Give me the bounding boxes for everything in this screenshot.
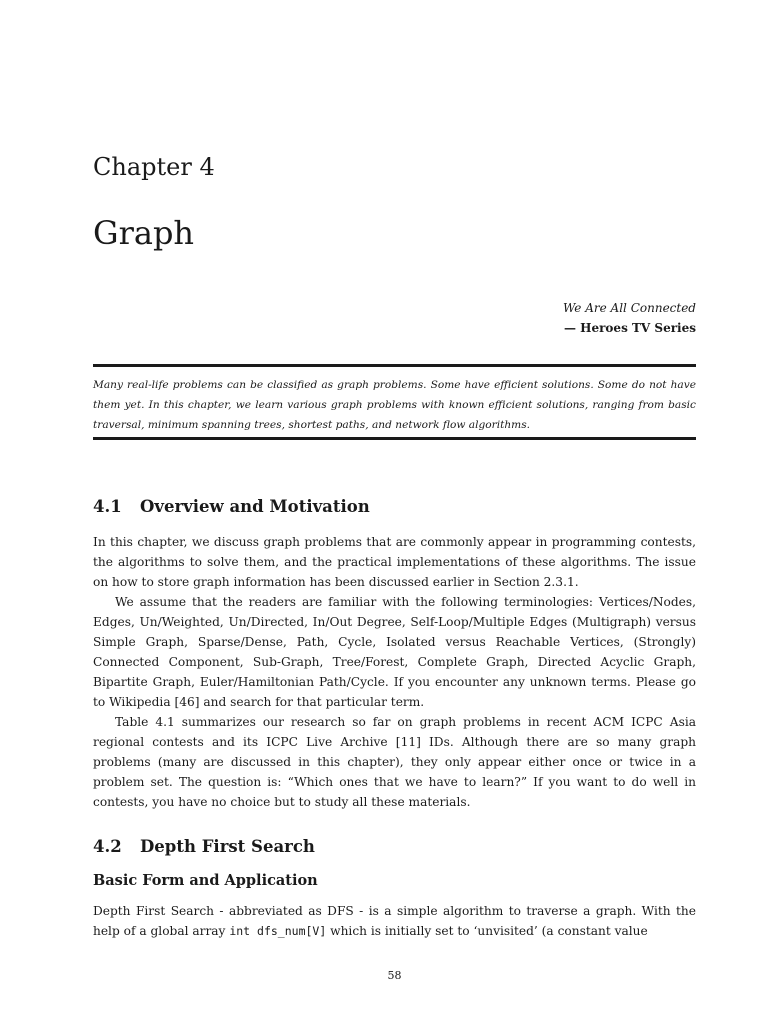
epigraph-source: — Heroes TV Series bbox=[563, 321, 696, 335]
paragraph-dfs-intro bbox=[93, 901, 696, 941]
paragraph-terminology: We assume that the readers are familiar with the following terminologies: Vertices/Nodes, Edges, Un/Weighted, Un/Directed, In/Out Degree, Self-Loop/Multiple Edges (Multigraph) versus Simple Graph, Sparse/Dense, Path, Cycle, Isolated versus Reachable Vertices, (Strongly) Connected Component, Sub-Graph, Tree/Forest, Complete Graph, Directed Acyclic Graph, Bipartite Graph, Euler/Hamiltonian Path/Cycle. If you encounter any unknown terms. Please go to Wikipedia [46] and search for that particular term. bbox=[93, 595, 696, 709]
epigraph bbox=[563, 298, 696, 338]
page-number: 58 bbox=[387, 969, 402, 982]
chapter-abstract-box bbox=[93, 364, 696, 440]
paragraph-table-summary: Table 4.1 summarizes our research so far on graph problems in recent ACM ICPC Asia regional contests and its ICPC Live Archive [11] IDs. Although there are so many graph problems (many are discussed in this chapter), they only appear either once or twice in a problem set. The question is: “Which ones that we have to learn?” If you want to do well in contests, you have no choice but to study all these materials. bbox=[93, 715, 696, 809]
section-number: 4.2 bbox=[93, 837, 122, 856]
document-page bbox=[93, 0, 696, 1024]
paragraph-text: Depth First Search - abbreviated as DFS - is a simple algorithm to traverse a graph. With the help of a global array bbox=[93, 904, 696, 938]
section-heading-dfs bbox=[93, 836, 315, 858]
section-title: Overview and Motivation bbox=[140, 497, 370, 516]
epigraph-quote: We Are All Connected bbox=[562, 301, 696, 315]
section-number: 4.1 bbox=[93, 497, 122, 516]
chapter-label: Chapter 4 bbox=[93, 153, 215, 181]
chapter-title: Graph bbox=[93, 214, 195, 252]
paragraph-text: which is initially set to ‘unvisited’ (a constant value bbox=[326, 924, 648, 938]
subsection-heading: Basic Form and Application bbox=[93, 872, 318, 889]
paragraph-intro: In this chapter, we discuss graph problems that are commonly appear in programming contests, the algorithms to solve them, and the practical implementations of these algorithms. The issue on how to store graph information has been discussed earlier in Section 2.3.1. bbox=[93, 535, 696, 589]
section-title: Depth First Search bbox=[140, 837, 315, 856]
inline-code: int dfs_num[V] bbox=[229, 924, 327, 938]
section-heading-overview bbox=[93, 496, 370, 518]
chapter-abstract: Many real-life problems can be classified as graph problems. Some have efficient solutions. Some do not have them yet. In this chapter, we learn various graph problems with known efficient solutions, ranging from basic traversal, minimum spanning trees, shortest paths, and network flow algorithms. bbox=[93, 379, 696, 431]
